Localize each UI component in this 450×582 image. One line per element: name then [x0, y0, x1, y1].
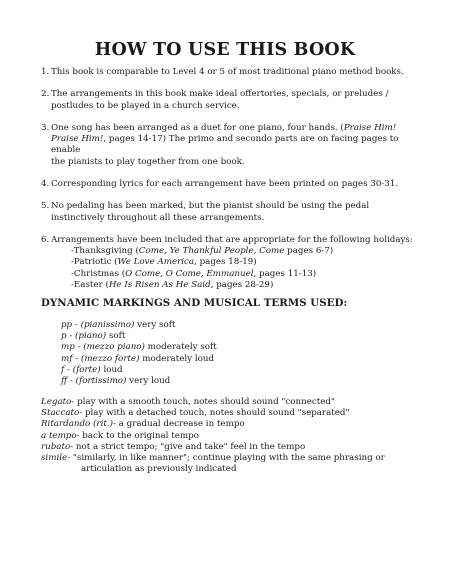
dynamic-mark: mp — [61, 342, 75, 353]
term-item — [41, 397, 421, 408]
song-title: Come, Ye Thankful People, Come — [138, 246, 285, 257]
song-title: We Love America — [117, 257, 195, 268]
list-item-5 — [41, 201, 421, 223]
dynamic-meaning: moderately loud — [139, 353, 214, 364]
musical-terms-list — [41, 397, 421, 475]
song-title: Praise Him! — [51, 134, 104, 145]
term-item — [41, 431, 421, 442]
item-number: 2. — [41, 89, 50, 100]
term-item — [41, 453, 421, 464]
item-number: 4. — [41, 178, 50, 189]
holiday-item — [71, 257, 421, 268]
term-definition: - play with a detached touch, notes should sound "separated" — [79, 408, 350, 419]
text-run: , pages 14-17) The primo and secondo parts are on facing pages to enable — [51, 134, 399, 156]
dynamic-meaning: moderately soft — [144, 342, 217, 353]
dynamic-term: - (fortissimo) — [67, 376, 127, 387]
dynamic-item — [61, 365, 217, 376]
term-item — [41, 419, 421, 430]
text-run: One song has been arranged as a duet for one piano, four hands. ( — [51, 122, 344, 133]
holiday-item — [71, 280, 421, 291]
text-run: -Thanksgiving ( — [71, 246, 139, 257]
dynamic-mark: f — [61, 364, 65, 375]
song-title: Praise Him! — [343, 122, 397, 133]
term-name: rubato — [41, 441, 71, 452]
list-item-4 — [41, 179, 421, 190]
list-item-2 — [41, 89, 421, 111]
dynamic-item — [61, 331, 217, 342]
item-text-line — [51, 134, 421, 156]
term-definition: - play with a smooth touch, notes should sound "connected" — [71, 397, 335, 407]
term-name: Legato — [41, 397, 72, 407]
dynamic-term: - (forte) — [64, 364, 101, 375]
item-text: The arrangements in this book make ideal offertories, specials, or preludes / — [51, 89, 389, 100]
text-run: , pages 28-29) — [210, 279, 274, 290]
dynamic-meaning: very soft — [134, 320, 176, 330]
section-heading: DYNAMIC MARKINGS AND MUSICAL TERMS USED: — [41, 297, 348, 309]
item-text: Corresponding lyrics for each arrangement have been printed on pages 30-31. — [51, 178, 399, 189]
term-name: a tempo — [41, 430, 77, 441]
dynamic-item — [61, 354, 217, 365]
dynamic-mark: mf — [61, 353, 73, 364]
item-text: No pedaling has been marked, but the pianist should be using the pedal — [51, 201, 370, 212]
dynamics-list — [61, 320, 217, 387]
term-continuation: articulation as previously indicated — [81, 464, 237, 475]
holiday-item — [71, 246, 421, 257]
term-item — [41, 442, 421, 453]
song-title: He Is Risen As He Said — [108, 279, 211, 290]
dynamic-mark: p — [61, 331, 67, 342]
term-definition: - back to the original tempo — [76, 430, 199, 441]
item-text: Arrangements have been included that are appropriate for the following holidays: — [51, 234, 413, 245]
song-title: O Come, O Come, Emmanuel — [125, 268, 254, 279]
term-item — [41, 408, 421, 419]
item-text: the pianists to play together from one book. — [51, 156, 245, 167]
text-run: pages 6-7) — [284, 246, 334, 257]
text-run: -Christmas ( — [71, 268, 126, 279]
dynamic-item — [61, 320, 217, 331]
dynamic-mark: ff — [61, 376, 68, 387]
item-text-line — [51, 123, 421, 134]
list-item-1 — [41, 67, 421, 78]
item-number: 6. — [41, 234, 50, 245]
dynamic-mark: pp — [61, 320, 73, 330]
dynamic-item — [61, 376, 217, 387]
dynamic-term: - (pianissimo) — [72, 320, 135, 330]
dynamic-term: - (mezzo piano) — [74, 342, 145, 353]
instructions-list — [41, 67, 421, 302]
term-definition: - a gradual decrease in tempo — [113, 419, 245, 430]
dynamic-meaning: soft — [106, 331, 126, 342]
term-name: Ritardando (rit.) — [41, 419, 113, 430]
term-definition: - "similarly, in like manner"; continue playing with the same phrasing or — [67, 453, 385, 464]
text-run: , pages 11-13) — [253, 268, 317, 279]
dynamic-item — [61, 342, 217, 353]
text-run: -Patriotic ( — [71, 257, 118, 268]
holiday-list — [51, 246, 421, 291]
item-text: instinctively throughout all these arrangements. — [51, 212, 265, 223]
page-title: HOW TO USE THIS BOOK — [94, 40, 356, 60]
dynamic-meaning: loud — [100, 364, 123, 375]
item-text: This book is comparable to Level 4 or 5 of most traditional piano method books. — [51, 67, 404, 77]
term-definition: - not a strict tempo; "give and take" feel in the tempo — [70, 441, 306, 452]
term-name: simile — [41, 453, 68, 464]
dynamic-term: - (mezzo forte) — [72, 353, 140, 364]
dynamic-meaning: very loud — [126, 376, 171, 387]
item-text: postludes to be played in a church service. — [51, 100, 240, 111]
dynamic-term: - (piano) — [66, 331, 107, 342]
holiday-item — [71, 269, 421, 280]
list-item-6 — [41, 235, 421, 291]
term-name: Staccato — [41, 408, 80, 419]
item-number: 5. — [41, 201, 50, 212]
list-item-3 — [41, 123, 421, 168]
item-number: 3. — [41, 122, 50, 133]
text-run: -Easter ( — [71, 279, 109, 290]
text-run: , pages 18-19) — [194, 257, 257, 268]
item-number: 1. — [41, 67, 50, 77]
